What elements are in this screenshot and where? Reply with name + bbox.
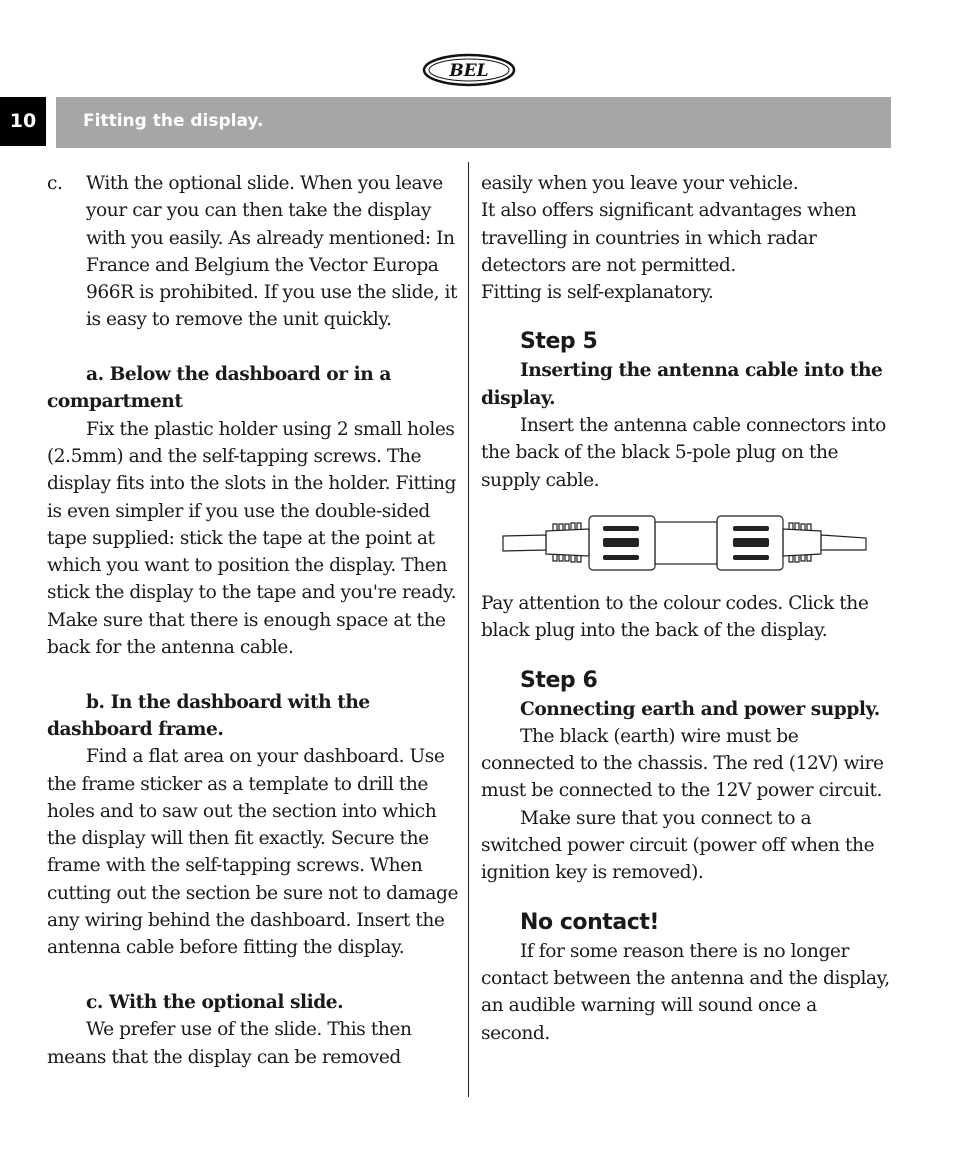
- step-5-title: Step 5: [520, 329, 598, 355]
- section-b-heading: b. In the dashboard with the dashboard frame.: [47, 691, 370, 740]
- step-5-note: Pay attention to the colour codes. Click the black plug into the back of the display.: [481, 592, 869, 642]
- continuation-line-2: It also offers significant advantages when travelling in countries in which radar detectors are not permitted.: [481, 200, 857, 276]
- section-a-heading: a. Below the dashboard or in a compartment: [47, 364, 391, 413]
- step-5-body: Insert the antenna cable connectors into the back of the black 5-pole plug on the supply cable.: [481, 415, 886, 491]
- logo-text: BEL: [449, 61, 489, 81]
- continuation-line-3: Fitting is self-explanatory.: [481, 282, 714, 304]
- step-6-body-1: The black (earth) wire must be connected to the chassis. The red (12V) wire must be connected to the 12V power circuit.: [481, 725, 884, 802]
- item-c-text: With the optional slide. When you leave your car you can then take the display with you easily. As already mentioned: In France and Belgium the Vector Europa 966R is prohibited. If you use the slide, it is easy to remove the unit quickly.: [86, 173, 458, 331]
- section-c-body: We prefer use of the slide. This then means that the display can be removed: [47, 1019, 412, 1068]
- continuation-line-1: easily when you leave your vehicle.: [481, 173, 799, 194]
- item-c-label: c.: [47, 173, 63, 194]
- bel-logo: [422, 53, 516, 87]
- no-contact-body: If for some reason there is no longer contact between the antenna and the display, an audible warning will sound once a second.: [481, 940, 890, 1044]
- item-c: [47, 170, 459, 334]
- page-number: 10: [0, 97, 46, 146]
- antenna-connector-illustration: [501, 508, 869, 578]
- column-divider: [468, 162, 469, 1097]
- step-6-subheading: Connecting earth and power supply.: [520, 698, 880, 720]
- no-contact-title: No contact!: [520, 909, 660, 935]
- step-6-body-2: Make sure that you connect to a switched power circuit (power off when the ignition key is removed).: [481, 807, 875, 884]
- left-column: [47, 170, 459, 1071]
- section-c-heading: c. With the optional slide.: [86, 991, 344, 1013]
- section-a-body: Fix the plastic holder using 2 small holes (2.5mm) and the self-tapping screws. The display fits into the slots in the holder. Fitting is even simpler if you use the double-sided tape supplied: stick the tape at the point at which you want to position the display. Then stick the display to the tape and you're ready. Make sure that there is enough space at the back for the antenna cable.: [47, 418, 457, 659]
- step-6-title: Step 6: [520, 667, 598, 693]
- section-b-body: Find a flat area on your dashboard. Use the frame sticker as a template to drill the holes and to saw out the section into which the display will then fit exactly. Secure the frame with the self-tapping screws. When cutting out the section be sure not to damage any wiring behind the dashboard. Insert the antenna cable before fitting the display.: [47, 746, 459, 959]
- section-header: Fitting the display.: [56, 97, 891, 148]
- step-5-subheading: Inserting the antenna cable into the display.: [481, 360, 883, 409]
- right-column: [481, 170, 891, 1047]
